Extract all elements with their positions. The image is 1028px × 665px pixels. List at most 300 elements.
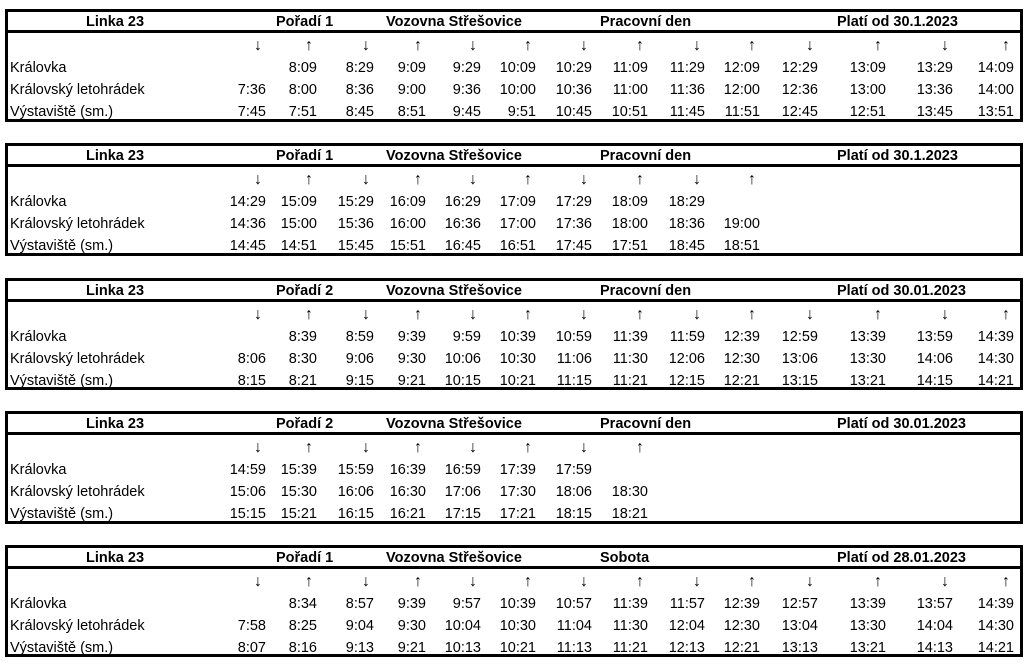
departure-time: 12:29 xyxy=(781,60,818,76)
departure-time: 9:30 xyxy=(397,618,426,634)
arrow-up-icon: ↑ xyxy=(874,573,882,590)
departure-time: 14:00 xyxy=(977,82,1014,98)
stop-row xyxy=(8,481,1020,503)
departure-time: 12:59 xyxy=(781,329,818,345)
departure-time: 12:21 xyxy=(723,373,760,389)
departure-time: 15:36 xyxy=(337,216,374,232)
arrow-up-icon: ↑ xyxy=(414,439,422,456)
departure-time: 8:25 xyxy=(288,618,317,634)
stop-row xyxy=(8,615,1020,637)
arrow-down-icon: ↓ xyxy=(693,306,701,323)
arrow-up-icon: ↑ xyxy=(1002,37,1010,54)
departure-time: 11:15 xyxy=(556,373,592,389)
departure-time: 11:51 xyxy=(724,104,760,120)
stop-name: Královský letohrádek xyxy=(10,82,145,98)
depot-label: Vozovna Střešovice xyxy=(386,416,522,432)
arrow-up-icon: ↑ xyxy=(636,439,644,456)
timetable-header xyxy=(8,414,1020,435)
arrow-down-icon: ↓ xyxy=(362,37,370,54)
departure-time: 9:06 xyxy=(345,351,374,367)
departure-time: 17:29 xyxy=(555,194,592,210)
departure-time: 7:58 xyxy=(237,618,266,634)
arrow-down-icon: ↓ xyxy=(254,573,262,590)
departure-time: 8:15 xyxy=(237,373,266,389)
departure-time: 12:39 xyxy=(723,596,760,612)
departure-time: 12:51 xyxy=(849,104,886,120)
departure-time: 17:36 xyxy=(555,216,592,232)
departure-time: 13:13 xyxy=(781,640,818,656)
order-label: Pořadí 2 xyxy=(276,416,334,432)
stop-row xyxy=(8,370,1020,392)
departure-time: 13:39 xyxy=(849,596,886,612)
departure-time: 14:36 xyxy=(229,216,266,232)
departure-time: 14:15 xyxy=(916,373,953,389)
stop-row xyxy=(8,57,1020,79)
departure-time: 9:57 xyxy=(452,596,481,612)
stop-name: Královka xyxy=(10,329,67,345)
arrow-up-icon: ↑ xyxy=(414,171,422,188)
departure-time: 14:39 xyxy=(977,329,1014,345)
departure-time: 16:59 xyxy=(444,462,481,478)
departure-time: 10:59 xyxy=(555,329,592,345)
stop-name: Královský letohrádek xyxy=(10,216,145,232)
arrow-down-icon: ↓ xyxy=(580,306,588,323)
validity-label: Platí od 30.1.2023 xyxy=(837,14,958,30)
departure-time: 17:06 xyxy=(444,484,481,500)
departure-time: 11:21 xyxy=(612,373,648,389)
departure-time: 14:04 xyxy=(916,618,953,634)
departure-time: 9:39 xyxy=(397,596,426,612)
departure-time: 10:45 xyxy=(555,104,592,120)
arrow-down-icon: ↓ xyxy=(254,37,262,54)
depot-label: Vozovna Střešovice xyxy=(386,148,522,164)
departure-time: 12:04 xyxy=(668,618,705,634)
departure-time: 14:13 xyxy=(916,640,953,656)
timetable-block xyxy=(5,278,1023,390)
departure-time: 16:30 xyxy=(389,484,426,500)
arrow-down-icon: ↓ xyxy=(580,37,588,54)
departure-time: 17:21 xyxy=(499,506,536,522)
departure-time: 10:29 xyxy=(555,60,592,76)
stop-name: Výstaviště (sm.) xyxy=(10,506,114,522)
arrow-up-icon: ↑ xyxy=(1002,306,1010,323)
departure-time: 9:36 xyxy=(452,82,481,98)
departure-time: 8:45 xyxy=(345,104,374,120)
arrow-up-icon: ↑ xyxy=(636,306,644,323)
departure-time: 9:29 xyxy=(452,60,481,76)
stop-name: Královský letohrádek xyxy=(10,351,145,367)
line-label: Linka 23 xyxy=(86,14,145,30)
departure-time: 9:30 xyxy=(397,351,426,367)
direction-row xyxy=(8,35,1020,57)
departure-time: 16:36 xyxy=(444,216,481,232)
arrow-up-icon: ↑ xyxy=(305,439,313,456)
direction-row xyxy=(8,304,1020,326)
stop-row xyxy=(8,79,1020,101)
departure-time: 10:51 xyxy=(611,104,648,120)
departure-time: 9:09 xyxy=(397,60,426,76)
arrow-up-icon: ↑ xyxy=(414,37,422,54)
day-type-label: Pracovní den xyxy=(600,14,692,30)
arrow-up-icon: ↑ xyxy=(305,171,313,188)
departure-time: 11:45 xyxy=(669,104,705,120)
departure-time: 11:39 xyxy=(612,329,648,345)
arrow-down-icon: ↓ xyxy=(806,306,814,323)
departure-time: 10:30 xyxy=(499,618,536,634)
timetable-header xyxy=(8,12,1020,33)
timetable-block xyxy=(5,545,1023,657)
departure-time: 13:06 xyxy=(781,351,818,367)
departure-time: 9:04 xyxy=(345,618,374,634)
departure-time: 13:04 xyxy=(781,618,818,634)
departure-time: 18:09 xyxy=(611,194,648,210)
departure-time: 11:30 xyxy=(612,351,648,367)
arrow-down-icon: ↓ xyxy=(806,573,814,590)
departure-time: 14:51 xyxy=(280,238,317,254)
departure-time: 16:51 xyxy=(499,238,536,254)
departure-time: 17:51 xyxy=(611,238,648,254)
departure-time: 8:39 xyxy=(288,329,317,345)
arrow-up-icon: ↑ xyxy=(748,306,756,323)
arrow-down-icon: ↓ xyxy=(941,37,949,54)
stop-row xyxy=(8,503,1020,525)
departure-time: 14:30 xyxy=(977,351,1014,367)
departure-time: 10:39 xyxy=(499,596,536,612)
departure-time: 8:00 xyxy=(288,82,317,98)
departure-time: 18:06 xyxy=(555,484,592,500)
departure-time: 18:00 xyxy=(611,216,648,232)
departure-time: 14:09 xyxy=(977,60,1014,76)
departure-time: 9:39 xyxy=(397,329,426,345)
departure-time: 12:30 xyxy=(723,351,760,367)
departure-time: 17:59 xyxy=(555,462,592,478)
departure-time: 14:59 xyxy=(229,462,266,478)
departure-time: 15:29 xyxy=(337,194,374,210)
departure-time: 10:21 xyxy=(499,640,536,656)
stop-name: Královka xyxy=(10,194,67,210)
departure-time: 9:21 xyxy=(397,640,426,656)
departure-time: 11:57 xyxy=(669,596,705,612)
depot-label: Vozovna Střešovice xyxy=(386,14,522,30)
arrow-up-icon: ↑ xyxy=(874,306,882,323)
departure-time: 17:30 xyxy=(499,484,536,500)
departure-time: 18:36 xyxy=(668,216,705,232)
arrow-up-icon: ↑ xyxy=(524,573,532,590)
arrow-down-icon: ↓ xyxy=(469,37,477,54)
day-type-label: Pracovní den xyxy=(600,148,692,164)
arrow-up-icon: ↑ xyxy=(305,306,313,323)
order-label: Pořadí 1 xyxy=(276,550,334,566)
departure-time: 17:39 xyxy=(499,462,536,478)
departure-time: 15:06 xyxy=(229,484,266,500)
departure-time: 14:21 xyxy=(977,373,1014,389)
direction-row xyxy=(8,437,1020,459)
departure-time: 14:39 xyxy=(977,596,1014,612)
departure-time: 13:29 xyxy=(916,60,953,76)
departure-time: 13:36 xyxy=(916,82,953,98)
arrow-down-icon: ↓ xyxy=(254,439,262,456)
departure-time: 10:57 xyxy=(555,596,592,612)
departure-time: 8:29 xyxy=(345,60,374,76)
departure-time: 13:15 xyxy=(781,373,818,389)
stop-name: Královský letohrádek xyxy=(10,618,145,634)
departure-time: 8:06 xyxy=(237,351,266,367)
stop-row xyxy=(8,213,1020,235)
stop-row xyxy=(8,235,1020,257)
departure-time: 12:57 xyxy=(781,596,818,612)
departure-time: 15:15 xyxy=(229,506,266,522)
departure-time: 17:00 xyxy=(499,216,536,232)
departure-time: 11:29 xyxy=(669,60,705,76)
arrow-up-icon: ↑ xyxy=(748,573,756,590)
departure-time: 12:39 xyxy=(723,329,760,345)
departure-time: 13:59 xyxy=(916,329,953,345)
departure-time: 13:09 xyxy=(849,60,886,76)
departure-time: 17:45 xyxy=(555,238,592,254)
departure-time: 17:15 xyxy=(444,506,481,522)
departure-time: 8:51 xyxy=(397,104,426,120)
direction-row xyxy=(8,169,1020,191)
departure-time: 8:57 xyxy=(345,596,374,612)
stop-row xyxy=(8,326,1020,348)
departure-time: 10:15 xyxy=(444,373,481,389)
departure-time: 18:15 xyxy=(555,506,592,522)
arrow-up-icon: ↑ xyxy=(524,439,532,456)
departure-time: 18:21 xyxy=(611,506,648,522)
timetable-header xyxy=(8,548,1020,569)
departure-time: 17:09 xyxy=(499,194,536,210)
departure-time: 18:30 xyxy=(611,484,648,500)
validity-label: Platí od 28.01.2023 xyxy=(837,550,966,566)
arrow-up-icon: ↑ xyxy=(524,306,532,323)
stop-name: Královka xyxy=(10,596,67,612)
arrow-up-icon: ↑ xyxy=(748,37,756,54)
departure-time: 12:30 xyxy=(723,618,760,634)
departure-time: 15:09 xyxy=(280,194,317,210)
arrow-down-icon: ↓ xyxy=(580,171,588,188)
departure-time: 8:21 xyxy=(288,373,317,389)
departure-time: 13:30 xyxy=(849,618,886,634)
departure-time: 9:45 xyxy=(452,104,481,120)
arrow-up-icon: ↑ xyxy=(636,573,644,590)
departure-time: 10:21 xyxy=(499,373,536,389)
departure-time: 11:30 xyxy=(612,618,648,634)
departure-time: 16:06 xyxy=(337,484,374,500)
departure-time: 9:15 xyxy=(345,373,374,389)
depot-label: Vozovna Střešovice xyxy=(386,550,522,566)
departure-time: 12:06 xyxy=(668,351,705,367)
departure-time: 8:16 xyxy=(288,640,317,656)
departure-time: 14:29 xyxy=(229,194,266,210)
stop-name: Královka xyxy=(10,462,67,478)
depot-label: Vozovna Střešovice xyxy=(386,283,522,299)
arrow-down-icon: ↓ xyxy=(469,439,477,456)
departure-time: 16:21 xyxy=(389,506,426,522)
departure-time: 11:39 xyxy=(612,596,648,612)
arrow-down-icon: ↓ xyxy=(362,573,370,590)
departure-time: 13:30 xyxy=(849,351,886,367)
departure-time: 15:00 xyxy=(280,216,317,232)
departure-time: 7:45 xyxy=(237,104,266,120)
departure-time: 11:06 xyxy=(556,351,592,367)
arrow-down-icon: ↓ xyxy=(469,171,477,188)
departure-time: 18:51 xyxy=(723,238,760,254)
validity-label: Platí od 30.1.2023 xyxy=(837,148,958,164)
departure-time: 16:15 xyxy=(337,506,374,522)
day-type-label: Pracovní den xyxy=(600,416,692,432)
arrow-down-icon: ↓ xyxy=(254,171,262,188)
direction-row xyxy=(8,571,1020,593)
departure-time: 18:29 xyxy=(668,194,705,210)
departure-time: 14:21 xyxy=(977,640,1014,656)
departure-time: 12:45 xyxy=(781,104,818,120)
departure-time: 13:39 xyxy=(849,329,886,345)
departure-time: 8:36 xyxy=(345,82,374,98)
departure-time: 10:30 xyxy=(499,351,536,367)
departure-time: 10:00 xyxy=(499,82,536,98)
departure-time: 10:39 xyxy=(499,329,536,345)
departure-time: 11:21 xyxy=(612,640,648,656)
arrow-up-icon: ↑ xyxy=(636,37,644,54)
arrow-down-icon: ↓ xyxy=(362,306,370,323)
timetable-block xyxy=(5,9,1023,122)
departure-time: 11:13 xyxy=(556,640,592,656)
departure-time: 13:51 xyxy=(977,104,1014,120)
departure-time: 15:39 xyxy=(280,462,317,478)
order-label: Pořadí 2 xyxy=(276,283,334,299)
arrow-down-icon: ↓ xyxy=(254,306,262,323)
arrow-down-icon: ↓ xyxy=(362,439,370,456)
departure-time: 13:21 xyxy=(849,640,886,656)
departure-time: 14:30 xyxy=(977,618,1014,634)
arrow-down-icon: ↓ xyxy=(469,573,477,590)
departure-time: 16:00 xyxy=(389,216,426,232)
departure-time: 11:00 xyxy=(612,82,648,98)
arrow-up-icon: ↑ xyxy=(305,37,313,54)
departure-time: 8:34 xyxy=(288,596,317,612)
line-label: Linka 23 xyxy=(86,416,145,432)
departure-time: 9:51 xyxy=(507,104,536,120)
departure-time: 13:57 xyxy=(916,596,953,612)
arrow-up-icon: ↑ xyxy=(414,573,422,590)
order-label: Pořadí 1 xyxy=(276,148,334,164)
arrow-down-icon: ↓ xyxy=(362,171,370,188)
stop-name: Královka xyxy=(10,60,67,76)
stop-row xyxy=(8,459,1020,481)
arrow-up-icon: ↑ xyxy=(874,37,882,54)
stop-name: Výstaviště (sm.) xyxy=(10,104,114,120)
departure-time: 12:15 xyxy=(668,373,705,389)
arrow-up-icon: ↑ xyxy=(414,306,422,323)
departure-time: 9:13 xyxy=(345,640,374,656)
timetable-header xyxy=(8,281,1020,302)
departure-time: 14:45 xyxy=(229,238,266,254)
departure-time: 15:30 xyxy=(280,484,317,500)
departure-time: 9:00 xyxy=(397,82,426,98)
arrow-up-icon: ↑ xyxy=(524,37,532,54)
validity-label: Platí od 30.01.2023 xyxy=(837,416,966,432)
arrow-down-icon: ↓ xyxy=(693,37,701,54)
departure-time: 16:39 xyxy=(389,462,426,478)
departure-time: 15:21 xyxy=(280,506,317,522)
day-type-label: Sobota xyxy=(600,550,650,566)
departure-time: 12:00 xyxy=(723,82,760,98)
departure-time: 10:04 xyxy=(444,618,481,634)
departure-time: 15:45 xyxy=(337,238,374,254)
stop-row xyxy=(8,593,1020,615)
departure-time: 16:45 xyxy=(444,238,481,254)
arrow-down-icon: ↓ xyxy=(693,573,701,590)
line-label: Linka 23 xyxy=(86,550,145,566)
departure-time: 11:59 xyxy=(669,329,705,345)
departure-time: 8:30 xyxy=(288,351,317,367)
departure-time: 13:45 xyxy=(916,104,953,120)
timetable-block xyxy=(5,411,1023,524)
arrow-up-icon: ↑ xyxy=(748,171,756,188)
arrow-up-icon: ↑ xyxy=(305,573,313,590)
stop-name: Královský letohrádek xyxy=(10,484,145,500)
departure-time: 12:36 xyxy=(781,82,818,98)
line-label: Linka 23 xyxy=(86,148,145,164)
arrow-down-icon: ↓ xyxy=(469,306,477,323)
timetable-block xyxy=(5,143,1023,256)
departure-time: 8:07 xyxy=(237,640,266,656)
line-label: Linka 23 xyxy=(86,283,145,299)
stop-row xyxy=(8,637,1020,659)
departure-time: 11:09 xyxy=(612,60,648,76)
order-label: Pořadí 1 xyxy=(276,14,334,30)
departure-time: 10:09 xyxy=(499,60,536,76)
stop-row xyxy=(8,348,1020,370)
departure-time: 11:36 xyxy=(669,82,705,98)
stop-row xyxy=(8,101,1020,123)
departure-time: 16:09 xyxy=(389,194,426,210)
departure-time: 15:59 xyxy=(337,462,374,478)
departure-time: 7:51 xyxy=(288,104,317,120)
departure-time: 11:04 xyxy=(556,618,592,634)
departure-time: 12:21 xyxy=(723,640,760,656)
departure-time: 14:06 xyxy=(916,351,953,367)
departure-time: 18:45 xyxy=(668,238,705,254)
timetable-header xyxy=(8,146,1020,167)
departure-time: 19:00 xyxy=(723,216,760,232)
arrow-up-icon: ↑ xyxy=(1002,573,1010,590)
validity-label: Platí od 30.01.2023 xyxy=(837,283,966,299)
stop-name: Výstaviště (sm.) xyxy=(10,373,114,389)
departure-time: 10:06 xyxy=(444,351,481,367)
departure-time: 9:59 xyxy=(452,329,481,345)
departure-time: 12:09 xyxy=(723,60,760,76)
departure-time: 13:21 xyxy=(849,373,886,389)
arrow-up-icon: ↑ xyxy=(524,171,532,188)
departure-time: 7:36 xyxy=(237,82,266,98)
departure-time: 15:51 xyxy=(389,238,426,254)
arrow-down-icon: ↓ xyxy=(580,439,588,456)
arrow-down-icon: ↓ xyxy=(580,573,588,590)
stop-name: Výstaviště (sm.) xyxy=(10,238,114,254)
arrow-down-icon: ↓ xyxy=(941,573,949,590)
departure-time: 8:59 xyxy=(345,329,374,345)
arrow-up-icon: ↑ xyxy=(636,171,644,188)
stop-row xyxy=(8,191,1020,213)
arrow-down-icon: ↓ xyxy=(693,171,701,188)
departure-time: 10:13 xyxy=(444,640,481,656)
departure-time: 13:00 xyxy=(849,82,886,98)
stop-name: Výstaviště (sm.) xyxy=(10,640,114,656)
arrow-down-icon: ↓ xyxy=(941,306,949,323)
departure-time: 16:29 xyxy=(444,194,481,210)
day-type-label: Pracovní den xyxy=(600,283,692,299)
